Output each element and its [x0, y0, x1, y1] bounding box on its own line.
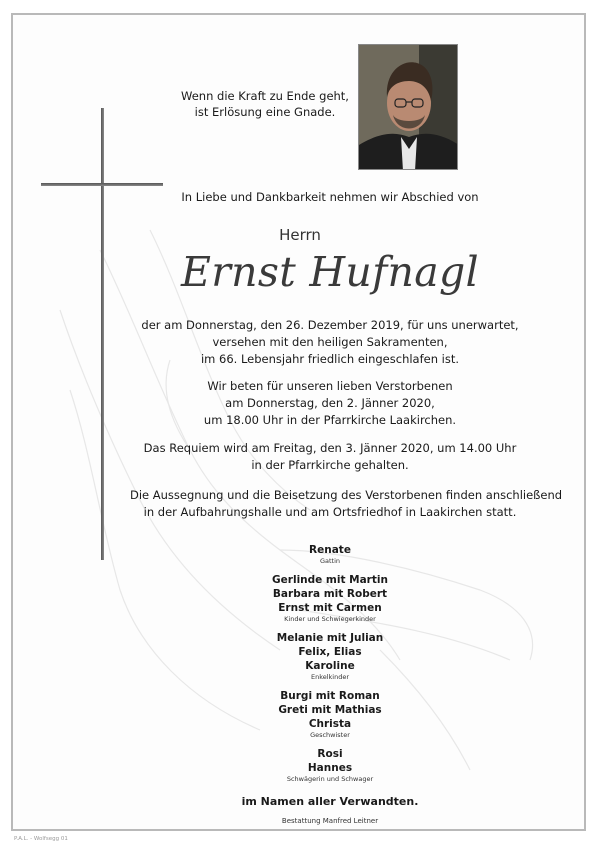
- closing-line: im Namen aller Verwandten.: [241, 795, 419, 808]
- burial-line: in der Aufbahrungshalle und am Ortsfriedhof in Laakirchen statt.: [143, 505, 517, 519]
- mourner-name: Barbara mit Robert: [272, 588, 388, 600]
- motto-line-1: Wenn die Kraft zu Ende geht,: [181, 89, 349, 103]
- mourner-name: Rosi: [317, 748, 343, 760]
- death-notice-line: im 66. Lebensjahr friedlich eingeschlafen ist.: [200, 352, 460, 366]
- mourner-group: [230, 689, 430, 740]
- death-notice-line: der am Donnerstag, den 26. Dezember 2019, für uns unerwartet,: [141, 318, 519, 332]
- burial-line: Die Aussegnung und die Beisetzung des Verstorbenen finden anschließend: [130, 488, 563, 502]
- mourner-group: [230, 747, 430, 784]
- mourner-name: Burgi mit Roman: [280, 690, 380, 702]
- requiem-line: Das Requiem wird am Freitag, den 3. Jänner 2020, um 14.00 Uhr: [143, 441, 517, 455]
- motto-line-2: ist Erlösung eine Gnade.: [194, 105, 336, 119]
- mourner-role: Enkelkinder: [310, 673, 350, 681]
- mourner-group: [230, 573, 430, 624]
- prayer-line: um 18.00 Uhr in der Pfarrkirche Laakirchen.: [203, 413, 457, 427]
- mourner-name: Renate: [309, 544, 351, 556]
- mourner-name: Gerlinde mit Martin: [272, 574, 388, 586]
- cross-vertical-bar: [101, 108, 104, 560]
- mourner-role: Gattin: [319, 557, 341, 565]
- death-notice-line: versehen mit den heiligen Sakramenten,: [212, 335, 448, 349]
- intro-text: In Liebe und Dankbarkeit nehmen wir Abschied von: [181, 190, 479, 204]
- prayer-notice: [130, 378, 530, 429]
- undertaker: Bestattung Manfred Leitner: [281, 817, 379, 825]
- prayer-line: Wir beten für unseren lieben Verstorbenen: [207, 379, 453, 393]
- salutation: Herrn: [279, 226, 321, 244]
- portrait-photo: [358, 44, 458, 170]
- prayer-line: am Donnerstag, den 2. Jänner 2020,: [225, 396, 435, 410]
- mourner-name: Greti mit Mathias: [278, 704, 382, 716]
- motto: [170, 88, 360, 120]
- printer-note: P.A.L. - Wolfsegg 01: [14, 836, 68, 842]
- mourner-name: Hannes: [307, 762, 353, 774]
- deceased-name: Ernst Hufnagl: [181, 248, 479, 296]
- mourner-name: Ernst mit Carmen: [278, 602, 382, 614]
- mourner-group: [230, 543, 430, 566]
- requiem-notice: [130, 440, 530, 474]
- mourner-group: [230, 631, 430, 682]
- mourners-list: [230, 543, 430, 791]
- mourner-role: Kinder und Schwiegerkinder: [284, 615, 376, 623]
- death-notice: [130, 317, 530, 368]
- mourner-name: Felix, Elias: [298, 646, 362, 658]
- cross-horizontal-bar: [41, 183, 163, 186]
- mourner-name: Christa: [308, 718, 352, 730]
- mourner-role: Geschwister: [310, 731, 350, 739]
- mourner-name: Karoline: [305, 660, 355, 672]
- requiem-line: in der Pfarrkirche gehalten.: [251, 458, 409, 472]
- mourner-name: Melanie mit Julian: [276, 632, 384, 644]
- burial-notice: [130, 487, 563, 521]
- mourner-role: Schwägerin und Schwager: [286, 775, 374, 783]
